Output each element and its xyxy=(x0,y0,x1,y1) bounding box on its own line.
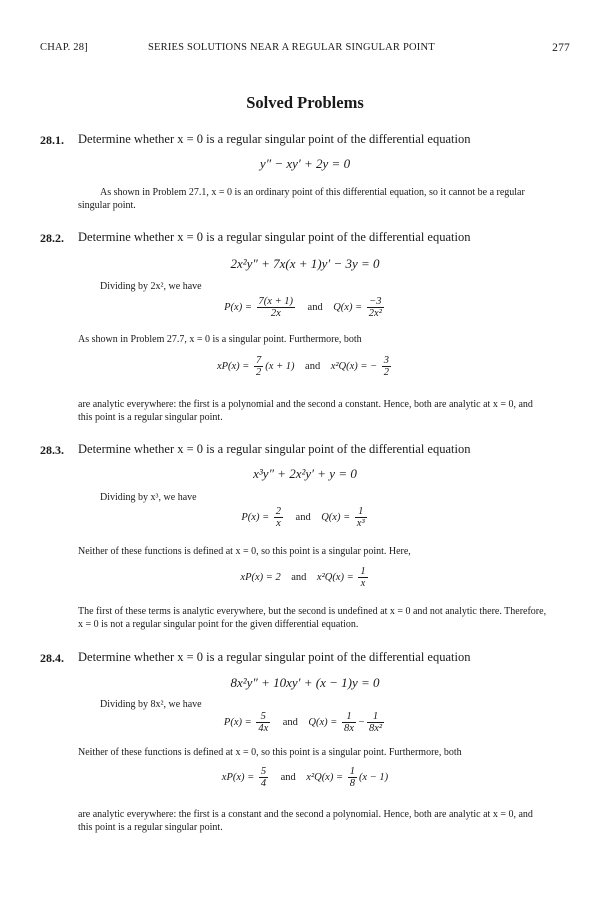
body-text: this point is a regular singular point. xyxy=(78,822,223,833)
page-number: 277 xyxy=(552,42,570,54)
differential-equation: y″ − xy′ + 2y = 0 xyxy=(259,156,351,171)
body-text: this point is a regular singular point. xyxy=(78,412,223,423)
body-text: Neither of these functions is defined at x = 0, so this point is a singular point. Here, xyxy=(78,546,411,557)
differential-equation: 8x²y″ + 10xy′ + (x − 1)y = 0 xyxy=(230,675,380,690)
body-text: x = 0 is not a regular singular point for the given differential equation. xyxy=(78,619,359,630)
intro-text: Dividing by 2x², we have xyxy=(100,281,202,292)
fraction: $\frac{-3}{\text{2x²}}$ xyxy=(368,296,382,319)
problem-statement: Determine whether x = 0 is a regular singular point of the differential equation xyxy=(78,230,471,244)
body-text: are analytic everywhere: the first is a constant and the second a polynomial. Hence, both are analytic at x = 0, and xyxy=(78,809,533,820)
running-title: SERIES SOLUTIONS NEAR A REGULAR SINGULAR POINT xyxy=(148,42,435,53)
fraction: $\frac{1}{\text{8x²}}$ xyxy=(369,711,383,734)
problem-statement: Determine whether x = 0 is a regular singular point of the differential equation xyxy=(78,650,471,664)
body-text: are analytic everywhere: the first is a polynomial and the second a constant. Hence, both are analytic at x = 0, and xyxy=(78,399,533,410)
analytic-check: xP(x) = $\frac{7}{2}$ (x + 1) and x²Q(x) = − $\frac{3}{2}$ xyxy=(216,355,390,378)
fraction: $\frac{1}{x}$ xyxy=(360,566,366,589)
chapter-label: CHAP. 28] xyxy=(40,42,88,53)
fraction: $\frac{1}{8}$ xyxy=(349,766,355,789)
intro-text: Dividing by x³, we have xyxy=(100,492,197,503)
body-text: The first of these terms is analytic everywhere, but the second is undefined at x = 0 and not analytic there. Therefore, xyxy=(78,606,547,617)
body-text: singular point. xyxy=(78,200,136,211)
body-text: As shown in Problem 27.1, x = 0 is an ordinary point of this differential equation, so it cannot be a regular xyxy=(100,187,525,198)
fraction: $\frac{1}{8x}$ xyxy=(344,711,354,734)
differential-equation: 2x²y″ + 7x(x + 1)y′ − 3y = 0 xyxy=(230,256,380,271)
fraction: $\frac{2}{x}$ xyxy=(275,506,282,529)
p-q-definition: P(x) = $\frac{2}{x}$ and Q(x) = $\frac{1}{\text{x³}}$ xyxy=(241,506,365,529)
fraction: $\frac{3}{2}$ xyxy=(383,355,390,378)
p-q-definition: P(x) = $\frac{5}{4x}$ and Q(x) = $\frac{1}{8x}$ − $\frac{1}{\text{8x²}}$ xyxy=(223,711,383,734)
analytic-check: xP(x) = $\frac{5}{4}$ and x²Q(x) = $\frac{1}{8}$ (x − 1) xyxy=(221,766,389,789)
problem-number: 28.2. xyxy=(40,231,64,245)
fraction: $\frac{7(x + 1)}{2x}$ xyxy=(258,296,294,319)
problem-statement: Determine whether x = 0 is a regular singular point of the differential equation xyxy=(78,442,471,456)
body-text: As shown in Problem 27.7, x = 0 is a singular point. Furthermore, both xyxy=(78,334,362,345)
problem-number: 28.3. xyxy=(40,443,64,457)
analytic-check: xP(x) = 2 and x²Q(x) = $\frac{1}{x}$ xyxy=(240,566,366,589)
problem-number: 28.4. xyxy=(40,651,64,665)
section-title: Solved Problems xyxy=(246,93,364,112)
differential-equation: x³y″ + 2x²y′ + y = 0 xyxy=(253,466,357,481)
problem-number: 28.1. xyxy=(40,133,64,147)
problem-statement: Determine whether x = 0 is a regular singular point of the differential equation xyxy=(78,132,471,146)
body-text: Neither of these functions is defined at x = 0, so this point is a singular point. Furthermore, both xyxy=(78,747,462,758)
intro-text: Dividing by 8x², we have xyxy=(100,699,202,710)
fraction: $\frac{5}{4x}$ xyxy=(258,711,269,734)
fraction: $\frac{1}{\text{x³}}$ xyxy=(356,506,365,529)
fraction: $\frac{7}{2}$ xyxy=(256,355,262,378)
p-q-definition: P(x) = $\frac{7(x + 1)}{2x}$ and Q(x) = $\frac{-3}{\text{2x²}}$ xyxy=(224,296,382,319)
running-head xyxy=(40,42,570,58)
fraction: $\frac{5}{4}$ xyxy=(260,766,267,789)
